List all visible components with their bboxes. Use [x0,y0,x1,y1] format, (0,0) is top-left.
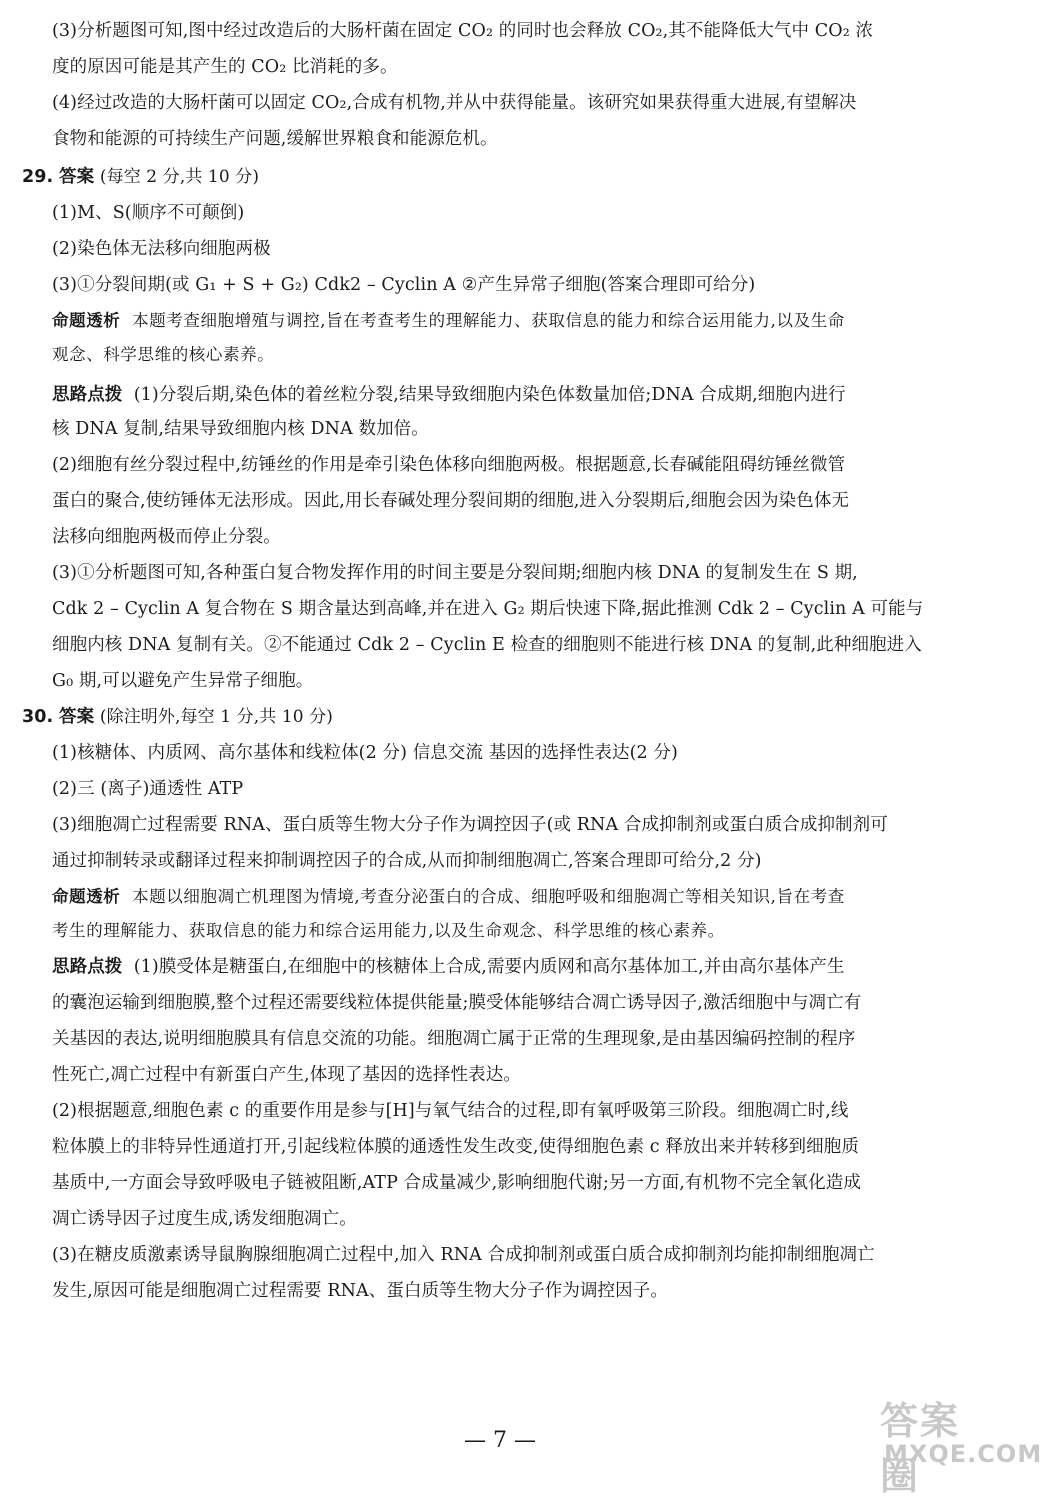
hint-label: 思路点拨 [52,385,123,405]
logo-url: MXQE.COM [884,1440,1042,1468]
text-line: 的囊泡运输到细胞膜,整个过程还需要线粒体提供能量;膜受体能够结合凋亡诱导因子,激活细胞中与凋亡有 [52,993,862,1013]
text-line: 度的原因可能是其产生的 CO₂ 比消耗的多。 [52,57,398,77]
text-line: (2)细胞有丝分裂过程中,纺锤丝的作用是牵引染色体移向细胞两极。根据题意,长春碱能阻碍纺锤丝微管 [52,455,846,475]
logo-text: 答案圈 [880,1399,961,1498]
answer-label: 答案 [58,167,95,187]
text-line: 食物和能源的可持续生产问题,缓解世界粮食和能源危机。 [52,129,498,149]
text-line: 凋亡诱导因子过度生成,诱发细胞凋亡。 [52,1209,357,1229]
hint-label: 思路点拨 [52,957,123,977]
text-line: 细胞内核 DNA 复制有关。②不能通过 Cdk 2 – Cyclin E 检查的细胞则不能进行核 DNA 的复制,此种细胞进入 [52,635,922,655]
analysis-label: 命题透析 [52,887,121,906]
question-number: 29. [22,167,54,187]
answer-label: 答案 [58,707,95,727]
score-note: (除注明外,每空 1 分,共 10 分) [99,707,333,727]
score-note: (每空 2 分,共 10 分) [99,167,260,187]
question-29-header [22,160,952,194]
text-line: (3)细胞凋亡过程需要 RNA、蛋白质等生物大分子作为调控因子(或 RNA 合成抑制剂或蛋白质合成抑制剂可 [52,815,888,835]
analysis-label: 命题透析 [52,311,121,330]
text-line: 蛋白的聚合,使纺锤体无法形成。因此,用长春碱处理分裂间期的细胞,进入分裂期后,细胞会因为染色体无 [52,491,850,511]
text-line: (3)在糖皮质激素诱导鼠胸腺细胞凋亡过程中,加入 RNA 合成抑制剂或蛋白质合成抑制剂均能抑制细胞凋亡 [52,1245,875,1265]
text-line: 基质中,一方面会导致呼吸电子链被阻断,ATP 合成量减少,影响细胞代谢;另一方面,有机物不完全氧化造成 [52,1173,861,1193]
question-number: 30. [22,707,54,727]
analysis-text: 本题以细胞凋亡机理图为情境,考查分泌蛋白的合成、细胞呼吸和细胞凋亡等相关知识,旨在考查 [132,887,845,906]
text-line: 粒体膜上的非特异性通道打开,引起线粒体膜的通透性发生改变,使得细胞色素 c 释放出来并转移到细胞质 [52,1137,859,1157]
hint-text: (1)分裂后期,染色体的着丝粒分裂,结果导致细胞内染色体数量加倍;DNA 合成期,细胞内进行 [133,385,846,405]
text-line: 核 DNA 复制,结果导致细胞内核 DNA 数加倍。 [52,419,429,439]
hint-line [52,950,982,984]
text-line: (2)染色体无法移向细胞两极 [52,239,271,259]
text-line: (3)①分裂间期(或 G₁ + S + G₂) Cdk2 – Cyclin A ②产生异常子细胞(答案合理即可给分) [52,275,756,295]
hint-text: (1)膜受体是糖蛋白,在细胞中的核糖体上合成,需要内质网和高尔基体加工,并由高尔基体产生 [133,957,845,977]
text-line: (3)分析题图可知,图中经过改造后的大肠杆菌在固定 CO₂ 的同时也会释放 CO₂,其不能降低大气中 CO₂ 浓 [52,21,874,41]
hint-line [52,378,982,412]
text-line: 观念、科学思维的核心素养。 [52,345,275,364]
text-line: (2)根据题意,细胞色素 c 的重要作用是参与[H]与氧气结合的过程,即有氧呼吸第三阶段。细胞凋亡时,线 [52,1101,849,1121]
text-line: 考生的理解能力、获取信息的能力和综合运用能力,以及生命观念、科学思维的核心素养。 [52,921,725,940]
text-line: (4)经过改造的大肠杆菌可以固定 CO₂,合成有机物,并从中获得能量。该研究如果获得重大进展,有望解决 [52,93,857,113]
text-line: 通过抑制转录或翻译过程来抑制调控因子的合成,从而抑制细胞凋亡,答案合理即可给分,2 分) [52,851,762,871]
analysis-line [52,304,982,338]
question-30-header [22,700,952,734]
text-line: (2)三 (离子)通透性 ATP [52,779,244,799]
text-line: 法移向细胞两极而停止分裂。 [52,527,281,547]
text-line: G₀ 期,可以避免产生异常子细胞。 [52,671,314,691]
analysis-text: 本题考查细胞增殖与调控,旨在考查考生的理解能力、获取信息的能力和综合运用能力,以及生命 [132,311,845,330]
text-line: 发生,原因可能是细胞凋亡过程需要 RNA、蛋白质等生物大分子作为调控因子。 [52,1281,668,1301]
text-line: Cdk 2 – Cyclin A 复合物在 S 期含量达到高峰,并在进入 G₂ 期后快速下降,据此推测 Cdk 2 – Cyclin A 可能与 [52,599,924,619]
page-number: — 7 — [464,1428,536,1453]
text-line: 性死亡,凋亡过程中有新蛋白产生,体现了基因的选择性表达。 [52,1065,521,1085]
text-line: (3)①分析题图可知,各种蛋白复合物发挥作用的时间主要是分裂间期;细胞内核 DNA 的复制发生在 S 期, [52,563,858,583]
text-line: (1)核糖体、内质网、高尔基体和线粒体(2 分) 信息交流 基因的选择性表达(2 分) [52,743,678,763]
text-line: (1)M、S(顺序不可颠倒) [52,203,245,223]
analysis-line [52,880,982,914]
text-line: 关基因的表达,说明细胞膜具有信息交流的功能。细胞凋亡属于正常的生理现象,是由基因编码控制的程序 [52,1029,856,1049]
